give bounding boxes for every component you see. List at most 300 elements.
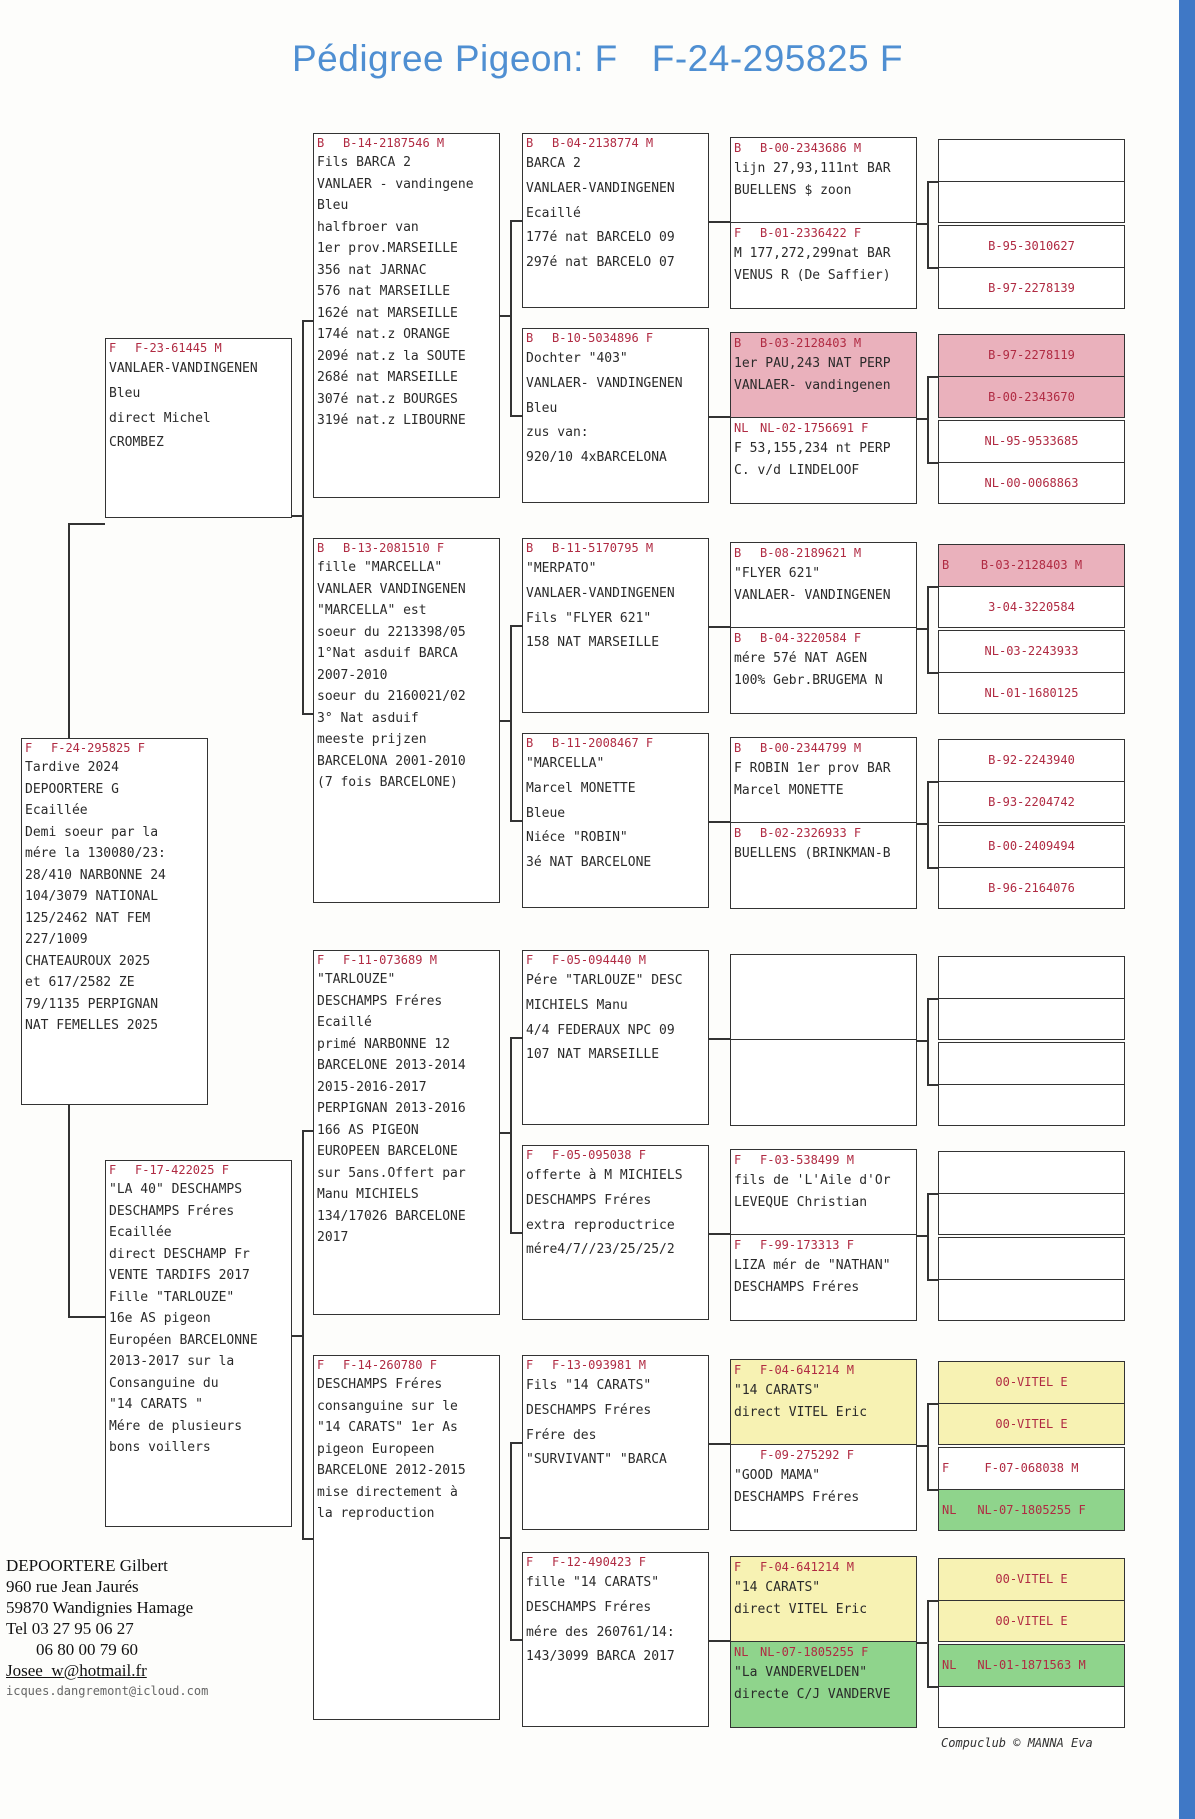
ancestor-slot: [731, 627, 916, 714]
ring-slot: [939, 826, 1124, 867]
card-ring: [523, 1553, 708, 1571]
ancestor-country: B: [734, 336, 742, 350]
contact-name: DEPOORTERE Gilbert: [6, 1556, 168, 1575]
connector-line: [927, 998, 929, 1086]
ancestor-ring-card[interactable]: [938, 1558, 1125, 1642]
ancestor-ring: [731, 543, 916, 563]
ancestor-ring-number: NL-02-1756691 F: [760, 421, 869, 435]
card-line: EUROPEEN BARCELONE: [317, 1144, 458, 1159]
pedigree-card[interactable]: [522, 133, 709, 308]
connector-line: [302, 320, 313, 322]
connector-line: [917, 1235, 927, 1237]
connector-line: [68, 523, 105, 525]
connector-line: [927, 1403, 938, 1405]
ring-label: [939, 587, 1124, 627]
connector-line: [927, 376, 929, 464]
card-ring-number: B-04-2138774 M: [552, 136, 654, 150]
card-country: F: [526, 1358, 534, 1372]
card-line: VANLAER VANDINGENEN: [317, 581, 466, 597]
ring-label: [939, 226, 1124, 266]
connector-line: [927, 1084, 938, 1086]
connector-line: [927, 867, 938, 869]
ancestor-pair-card[interactable]: [730, 1359, 917, 1531]
ancestor-pair-card[interactable]: [730, 542, 917, 714]
connector-line: [510, 820, 522, 822]
card-line: 16e AS pigeon: [109, 1311, 211, 1326]
card-line: 2015-2016-2017: [317, 1079, 427, 1095]
ancestor-line: Marcel MONETTE: [734, 783, 844, 798]
ancestor-ring: [731, 418, 916, 438]
connector-line: [917, 418, 927, 420]
card-line: VENTE TARDIFS 2017: [109, 1268, 250, 1283]
ancestor-country: F: [734, 1560, 742, 1574]
pedigree-card[interactable]: [522, 733, 709, 908]
connector-line: [927, 1279, 938, 1281]
card-line: DESCHAMPS Fréres: [526, 1192, 652, 1208]
card-line: Consanguine du: [109, 1375, 219, 1391]
ring-country: F: [942, 1461, 950, 1475]
connector-line: [709, 1640, 730, 1642]
card-ring: [523, 539, 708, 557]
card-line: BARCELONA 2001-2010: [317, 753, 466, 769]
pedigree-card[interactable]: [313, 538, 500, 903]
ring-number: B-00-2409494: [988, 839, 1075, 853]
ancestor-slot: [731, 1360, 916, 1444]
ancestor-ring: [731, 955, 916, 975]
ring-label: [939, 1404, 1124, 1444]
ring-number: B-95-3010627: [988, 239, 1075, 253]
card-line: 576 nat MARSEILLE: [317, 284, 451, 299]
ring-slot: [939, 672, 1124, 714]
ancestor-ring-card[interactable]: [938, 1237, 1125, 1321]
pedigree-card[interactable]: [21, 738, 208, 1105]
ring-label: [939, 1559, 1124, 1599]
ancestor-slot: [731, 1234, 916, 1321]
card-line: 174é nat.z ORANGE: [317, 327, 451, 342]
card-line: consanguine sur le: [317, 1398, 458, 1414]
card-line: Bleu: [317, 198, 349, 213]
card-line: 297é nat BARCELO 07: [526, 255, 675, 271]
card-line: Fils "FLYER 621": [526, 610, 652, 626]
card-line: 177é nat BARCELO 09: [526, 230, 675, 246]
connector-line: [292, 515, 303, 517]
ancestor-line: VENUS R (De Saffier): [734, 268, 891, 283]
card-country: B: [526, 541, 534, 555]
ancestor-ring-card[interactable]: [938, 544, 1125, 628]
ring-label: [939, 1601, 1124, 1641]
card-ring: [106, 339, 291, 357]
ancestor-line: F 53,155,234 nt PERP: [734, 441, 891, 456]
card-country: F: [109, 341, 117, 355]
connector-line: [510, 415, 522, 417]
ring-label: [939, 1490, 1124, 1530]
ancestor-line: BUELLENS $ zoon: [734, 183, 852, 198]
card-line: offerte à M MICHIELS: [526, 1168, 683, 1183]
ring-country: B: [942, 558, 950, 572]
ring-slot: [939, 1152, 1124, 1193]
card-line: MICHIELS Manu: [526, 997, 628, 1013]
card-country: B: [317, 136, 325, 150]
ancestor-line: fils de 'L'Aile d'Or: [734, 1173, 891, 1188]
ancestor-country: F: [734, 1153, 742, 1167]
ancestor-ring-card[interactable]: [938, 1361, 1125, 1445]
ancestor-slot: [731, 1150, 916, 1234]
ancestor-pair-card[interactable]: [730, 1149, 917, 1321]
pedigree-card[interactable]: [522, 1145, 709, 1320]
card-line: direct Michel: [109, 410, 211, 426]
pedigree-card[interactable]: [522, 1355, 709, 1530]
card-ring-number: F-05-094440 M: [552, 953, 646, 967]
card-line: CROMBEZ: [109, 435, 164, 451]
card-line: 209é nat.z la SOUTE: [317, 348, 466, 364]
pedigree-card[interactable]: [105, 338, 292, 518]
ring-label: [939, 740, 1124, 780]
card-country: F: [526, 953, 534, 967]
ancestor-ring: [731, 1445, 916, 1465]
ancestor-pair-card[interactable]: [730, 332, 917, 504]
ring-number: B-96-2164076: [988, 881, 1075, 895]
connector-line: [500, 1537, 511, 1539]
ring-slot: [939, 631, 1124, 672]
connector-line: [500, 315, 511, 317]
connector-line: [927, 267, 938, 269]
connector-line: [510, 220, 512, 417]
card-line: mére4/7//23/25/25/2: [526, 1242, 675, 1258]
card-line: CHATEAUROUX 2025: [25, 953, 151, 969]
card-ring: [523, 734, 708, 752]
pedigree-card[interactable]: [522, 538, 709, 713]
card-country: B: [526, 736, 534, 750]
ancestor-ring-card[interactable]: [938, 956, 1125, 1040]
ancestor-slot: [731, 543, 916, 627]
card-ring: [523, 134, 708, 152]
card-line: mise directement à: [317, 1484, 458, 1500]
ring-slot: [939, 421, 1124, 462]
ancestor-slot: [731, 1641, 916, 1728]
card-line: fille "14 CARATS": [526, 1575, 660, 1590]
connector-line: [302, 1538, 313, 1540]
ring-label: [939, 377, 1124, 417]
card-line: pigeon Europeen: [317, 1441, 435, 1457]
ancestor-ring-card[interactable]: [938, 1042, 1125, 1126]
pedigree-card[interactable]: [105, 1160, 292, 1527]
ring-number: 00-VITEL E: [995, 1572, 1068, 1586]
ancestor-ring-card[interactable]: [938, 420, 1125, 504]
ring-number: B-93-2204742: [988, 795, 1075, 809]
ancestor-ring-card[interactable]: [938, 1644, 1125, 1728]
ancestor-ring: [731, 333, 916, 353]
card-line: VANLAER-VANDINGENEN: [526, 585, 675, 601]
ancestor-ring-number: B-00-2344799 M: [760, 741, 862, 755]
title-ring: F-24-295825 F: [651, 38, 903, 79]
ancestor-ring-card[interactable]: [938, 1151, 1125, 1235]
card-line: "SURVIVANT" "BARCA: [526, 1452, 667, 1468]
card-ring-number: B-13-2081510 F: [343, 541, 445, 555]
connector-line: [302, 1130, 313, 1132]
ancestor-slot: [731, 1039, 916, 1126]
connector-line: [927, 672, 938, 674]
connector-line: [927, 1403, 929, 1491]
ring-number: NL-01-1871563 M: [977, 1658, 1086, 1672]
ring-label: [939, 631, 1124, 671]
connector-line: [709, 1038, 730, 1040]
ancestor-line: BUELLENS (BRINKMAN-B: [734, 846, 891, 861]
ancestor-slot: [731, 138, 916, 222]
card-line: meeste prijzen: [317, 732, 427, 747]
pedigree-card[interactable]: [522, 950, 709, 1125]
ring-number: B-03-2128403 M: [980, 558, 1083, 572]
card-line: Bleu: [109, 385, 141, 401]
card-line: 143/3099 BARCA 2017: [526, 1649, 675, 1665]
ancestor-ring: [731, 1235, 916, 1255]
card-line: VANLAER- VANDINGENEN: [526, 375, 683, 391]
ancestor-ring-card[interactable]: [938, 334, 1125, 418]
card-line: Bleu: [526, 400, 558, 416]
card-country: F: [317, 953, 325, 967]
card-line: 319é nat.z LIBOURNE: [317, 413, 466, 428]
pedigree-card[interactable]: [313, 133, 500, 498]
card-line: Ecaillée: [109, 1225, 172, 1240]
ancestor-ring-card[interactable]: [938, 225, 1125, 309]
ring-slot: [939, 335, 1124, 376]
ring-slot: [939, 1645, 1124, 1686]
card-ring-number: B-10-5034896 F: [552, 331, 654, 345]
ancestor-ring: [731, 1040, 916, 1060]
ring-label: [939, 1448, 1124, 1488]
card-line: 79/1135 PERPIGNAN: [25, 996, 159, 1012]
card-country: F: [317, 1358, 325, 1372]
ring-slot: [939, 1489, 1124, 1531]
ring-slot: [939, 1448, 1124, 1489]
connector-line: [68, 1316, 105, 1318]
ring-slot: [939, 140, 1124, 181]
card-ring: [314, 1356, 499, 1374]
ancestor-ring: [731, 1642, 916, 1662]
ancestor-ring-card[interactable]: [938, 825, 1125, 909]
card-line: Tardive 2024: [25, 760, 119, 775]
connector-line: [927, 462, 938, 464]
card-line: sur 5ans.Offert par: [317, 1165, 466, 1181]
card-line: Frére des: [526, 1427, 597, 1443]
connector-line: [709, 626, 730, 628]
ancestor-country: B: [734, 141, 742, 155]
ring-slot: [939, 1686, 1124, 1728]
ancestor-country: B: [734, 826, 742, 840]
connector-line: [510, 1639, 522, 1641]
ring-slot: [939, 1279, 1124, 1321]
breeder-contact: [6, 1555, 208, 1702]
ring-slot: [939, 462, 1124, 504]
contact-email-2[interactable]: icques.dangremont@icloud.com: [6, 1684, 209, 1698]
ancestor-pair-card[interactable]: [730, 954, 917, 1126]
card-ring-number: F-14-260780 F: [343, 1358, 437, 1372]
ring-slot: [939, 267, 1124, 309]
card-ring: [523, 329, 708, 347]
connector-line: [709, 221, 730, 223]
ancestor-line: F ROBIN 1er prov BAR: [734, 761, 891, 776]
card-line: DESCHAMPS Fréres: [526, 1599, 652, 1615]
ring-number: B-97-2278139: [988, 281, 1075, 295]
card-line: 166 AS PIGEON: [317, 1122, 419, 1138]
ancestor-pair-card[interactable]: [730, 137, 917, 309]
card-line: 307é nat.z BOURGES: [317, 391, 458, 407]
ring-label: [939, 1645, 1124, 1685]
ancestor-ring-number: F-04-641214 M: [760, 1560, 854, 1574]
ancestor-country: B: [734, 741, 742, 755]
ancestor-ring: [731, 223, 916, 243]
ancestor-ring: [731, 1360, 916, 1380]
ancestor-pair-card[interactable]: [730, 1556, 917, 1728]
pedigree-card[interactable]: [313, 1355, 500, 1720]
card-line: 356 nat JARNAC: [317, 262, 427, 278]
ancestor-country: NL: [734, 1645, 749, 1659]
connector-line: [927, 781, 938, 783]
ring-label: [939, 1362, 1124, 1402]
ring-label: [939, 826, 1124, 866]
ancestor-ring-card[interactable]: [938, 139, 1125, 223]
connector-line: [510, 1232, 522, 1234]
card-ring-number: B-14-2187546 M: [343, 136, 445, 150]
ancestor-country: B: [734, 631, 742, 645]
contact-email[interactable]: Josee_w@hotmail.fr: [6, 1661, 147, 1680]
ring-number: NL-01-1680125: [984, 686, 1079, 700]
ring-label: [939, 782, 1124, 822]
card-line: Ecaillé: [526, 205, 581, 221]
connector-line: [709, 821, 730, 823]
ancestor-line: LEVEQUE Christian: [734, 1195, 868, 1210]
contact-tel2: 06 80 00 79 60: [36, 1640, 138, 1659]
card-ring-number: F-13-093981 M: [552, 1358, 646, 1372]
ring-slot: [939, 957, 1124, 998]
connector-line: [917, 1445, 927, 1447]
connector-line: [709, 1443, 730, 1445]
ring-label: [939, 545, 1124, 585]
ring-slot: [939, 1559, 1124, 1600]
connector-line: [927, 181, 929, 269]
card-line: Demi soeur par la: [25, 824, 159, 840]
card-line: mére des 260761/14:: [526, 1624, 675, 1640]
card-line: 28/410 NARBONNE 24: [25, 867, 166, 883]
card-line: (7 fois BARCELONE): [317, 775, 458, 790]
card-line: DESCHAMPS Fréres: [109, 1203, 235, 1219]
card-line: NAT FEMELLES 2025: [25, 1018, 159, 1033]
ancestor-slot: [731, 1557, 916, 1641]
connector-line: [927, 1600, 938, 1602]
ancestor-ring-number: NL-07-1805255 F: [760, 1645, 869, 1659]
connector-line: [709, 416, 730, 418]
ancestor-ring-number: B-02-2326933 F: [760, 826, 862, 840]
contact-city: 59870 Wandignies Hamage: [6, 1598, 194, 1617]
card-line: Fils "14 CARATS": [526, 1378, 652, 1393]
ancestor-slot: [731, 333, 916, 417]
card-country: F: [526, 1555, 534, 1569]
ancestor-ring: [731, 823, 916, 843]
card-line: VANLAER - vandingene: [317, 176, 474, 192]
card-line: 268é nat MARSEILLE: [317, 370, 458, 385]
ancestor-line: 100% Gebr.BRUGEMA N: [734, 673, 883, 688]
card-line: "LA 40" DESCHAMPS: [109, 1182, 243, 1197]
footer-credit: Compuclub © MANNA Eva: [941, 1736, 1093, 1750]
connector-line: [917, 223, 927, 225]
card-line: "14 CARATS ": [109, 1397, 203, 1412]
connector-line: [510, 1442, 522, 1444]
pedigree-card[interactable]: [522, 328, 709, 503]
ancestor-line: VANLAER- VANDINGENEN: [734, 588, 891, 603]
connector-line: [510, 625, 512, 822]
card-line: et 617/2582 ZE: [25, 975, 135, 990]
connector-line: [927, 586, 929, 674]
card-ring-number: F-12-490423 F: [552, 1555, 646, 1569]
ring-slot: [939, 1362, 1124, 1403]
card-line: 162é nat MARSEILLE: [317, 305, 458, 321]
card-line: Bleue: [526, 805, 566, 821]
card-line: bons voillers: [109, 1440, 211, 1455]
ring-slot: [939, 998, 1124, 1040]
ancestor-slot: [731, 222, 916, 309]
card-line: halfbroer van: [317, 219, 419, 235]
ancestor-line: "FLYER 621": [734, 566, 821, 581]
ancestor-ring-number: F-09-275292 F: [760, 1448, 854, 1462]
ancestor-ring: [731, 138, 916, 158]
ancestor-pair-card[interactable]: [730, 737, 917, 909]
card-line: Marcel MONETTE: [526, 780, 636, 796]
card-line: VANLAER-VANDINGENEN: [526, 180, 675, 196]
connector-line: [917, 1642, 927, 1644]
connector-line: [927, 376, 938, 378]
card-line: Ecaillée: [25, 803, 88, 818]
card-line: fille "MARCELLA": [317, 560, 443, 575]
ancestor-line: "GOOD MAMA": [734, 1468, 821, 1483]
connector-line: [927, 1600, 929, 1688]
ancestor-line: 1er PAU,243 NAT PERP: [734, 356, 891, 371]
ring-slot: [939, 1238, 1124, 1279]
pedigree-card[interactable]: [313, 950, 500, 1315]
card-line: "MERPATO": [526, 561, 597, 576]
ring-slot: [939, 1403, 1124, 1445]
ring-slot: [939, 867, 1124, 909]
ring-slot: [939, 740, 1124, 781]
ancestor-ring-number: B-00-2343686 M: [760, 141, 862, 155]
ring-label: [939, 868, 1124, 908]
ancestor-ring-card[interactable]: [938, 630, 1125, 714]
connector-line: [927, 781, 929, 869]
card-ring-number: B-11-5170795 M: [552, 541, 654, 555]
ring-number: B-92-2243940: [988, 753, 1075, 767]
ring-slot: [939, 1043, 1124, 1084]
connector-line: [68, 1105, 70, 1318]
card-ring: [314, 951, 499, 969]
ring-country: NL: [942, 1658, 957, 1672]
ancestor-line: directe C/J VANDERVE: [734, 1687, 891, 1702]
card-line: BARCELONE 2012-2015: [317, 1463, 466, 1478]
ring-slot: [939, 1193, 1124, 1235]
pedigree-card[interactable]: [522, 1552, 709, 1727]
ancestor-ring-card[interactable]: [938, 1447, 1125, 1531]
card-line: 2017: [317, 1230, 349, 1245]
ancestor-line: DESCHAMPS Fréres: [734, 1490, 860, 1505]
card-ring: [523, 1146, 708, 1164]
card-line: Ecaillé: [317, 1015, 372, 1030]
ring-number: B-00-2343670: [988, 390, 1075, 404]
card-line: Fils BARCA 2: [317, 155, 411, 170]
ancestor-ring: [731, 628, 916, 648]
ancestor-slot: [731, 417, 916, 504]
ancestor-ring-card[interactable]: [938, 739, 1125, 823]
card-line: Manu MICHIELS: [317, 1187, 419, 1202]
ring-slot: [939, 181, 1124, 223]
ring-number: B-97-2278119: [988, 348, 1075, 362]
card-ring: [106, 1161, 291, 1179]
